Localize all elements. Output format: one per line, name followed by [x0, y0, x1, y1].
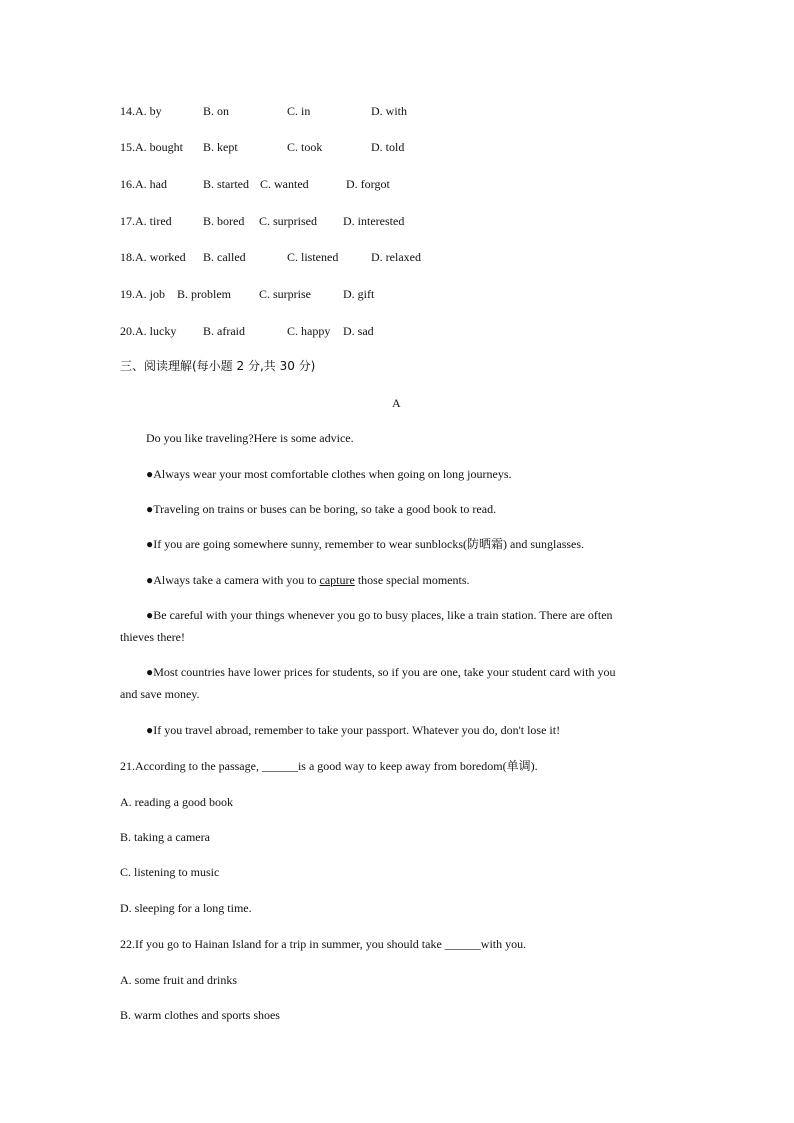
option-b: B. problem [177, 287, 231, 301]
option-row-18 [120, 249, 720, 265]
passage-label: A [392, 396, 401, 410]
section-heading: 三、阅读理解(每小题 2 分,共 30 分) [120, 359, 316, 373]
option-d: D. forgot [346, 177, 390, 191]
tip-7: ●If you travel abroad, remember to take your passport. Whatever you do, don't lose it! [146, 723, 561, 737]
option-b: B. on [203, 104, 230, 118]
tip-1: ●Always wear your most comfortable clothes when going on long journeys. [146, 467, 512, 481]
tip-6-line-2: and save money. [120, 687, 200, 701]
option-row-16 [120, 176, 720, 192]
question-21-option-b: B. taking a camera [120, 830, 210, 844]
question-21-option-c: C. listening to music [120, 865, 220, 879]
option-b: B. bored [203, 214, 245, 228]
tip-4-text: ●Always take a camera with you to [146, 573, 320, 587]
option-c: C. in [287, 104, 311, 118]
question-21-stem: 21.According to the passage, ______is a good way to keep away from boredom(单调). [120, 759, 538, 773]
question-22-option-b: B. warm clothes and sports shoes [120, 1008, 280, 1022]
question-22-option-a: A. some fruit and drinks [120, 973, 237, 987]
option-b: B. kept [203, 140, 238, 154]
tip-4-text-end: those special moments. [354, 573, 470, 587]
option-a: 17.A. tired [120, 214, 172, 228]
tip-2: ●Traveling on trains or buses can be boring, so take a good book to read. [146, 502, 497, 516]
option-row-20 [120, 323, 720, 339]
option-a: 14.A. by [120, 104, 162, 118]
option-row-14 [120, 103, 720, 119]
option-d: D. relaxed [371, 250, 421, 264]
option-c: C. listened [287, 250, 339, 264]
option-c: C. surprise [259, 287, 311, 301]
option-row-17 [120, 213, 720, 229]
tip-4 [146, 572, 470, 588]
option-c: C. took [287, 140, 323, 154]
question-22-stem: 22.If you go to Hainan Island for a trip in summer, you should take ______with you. [120, 937, 527, 951]
option-a: 15.A. bought [120, 140, 183, 154]
option-d: D. with [371, 104, 407, 118]
tip-5-line-2: thieves there! [120, 630, 185, 644]
option-b: B. called [203, 250, 246, 264]
option-d: D. told [371, 140, 405, 154]
question-21-option-a: A. reading a good book [120, 795, 233, 809]
option-a: 18.A. worked [120, 250, 186, 264]
tip-3: ●If you are going somewhere sunny, remember to wear sunblocks(防晒霜) and sunglasses. [146, 537, 585, 551]
tip-5-line-1: ●Be careful with your things whenever you go to busy places, like a train station. There are often [146, 608, 613, 622]
option-row-19 [120, 286, 720, 302]
option-a: 20.A. lucky [120, 324, 177, 338]
underlined-word: capture [319, 573, 355, 587]
question-21-option-d: D. sleeping for a long time. [120, 901, 252, 915]
tip-6-line-1: ●Most countries have lower prices for students, so if you are one, take your student card with you [146, 665, 616, 679]
option-a: 16.A. had [120, 177, 167, 191]
option-d: D. sad [343, 324, 374, 338]
option-b: B. afraid [203, 324, 245, 338]
option-a: 19.A. job [120, 287, 165, 301]
passage-intro: Do you like traveling?Here is some advice. [146, 431, 354, 445]
option-d: D. interested [343, 214, 405, 228]
option-c: C. surprised [259, 214, 317, 228]
option-row-15 [120, 139, 720, 155]
option-b: B. started [203, 177, 249, 191]
option-c: C. wanted [260, 177, 309, 191]
option-c: C. happy [287, 324, 331, 338]
option-d: D. gift [343, 287, 375, 301]
